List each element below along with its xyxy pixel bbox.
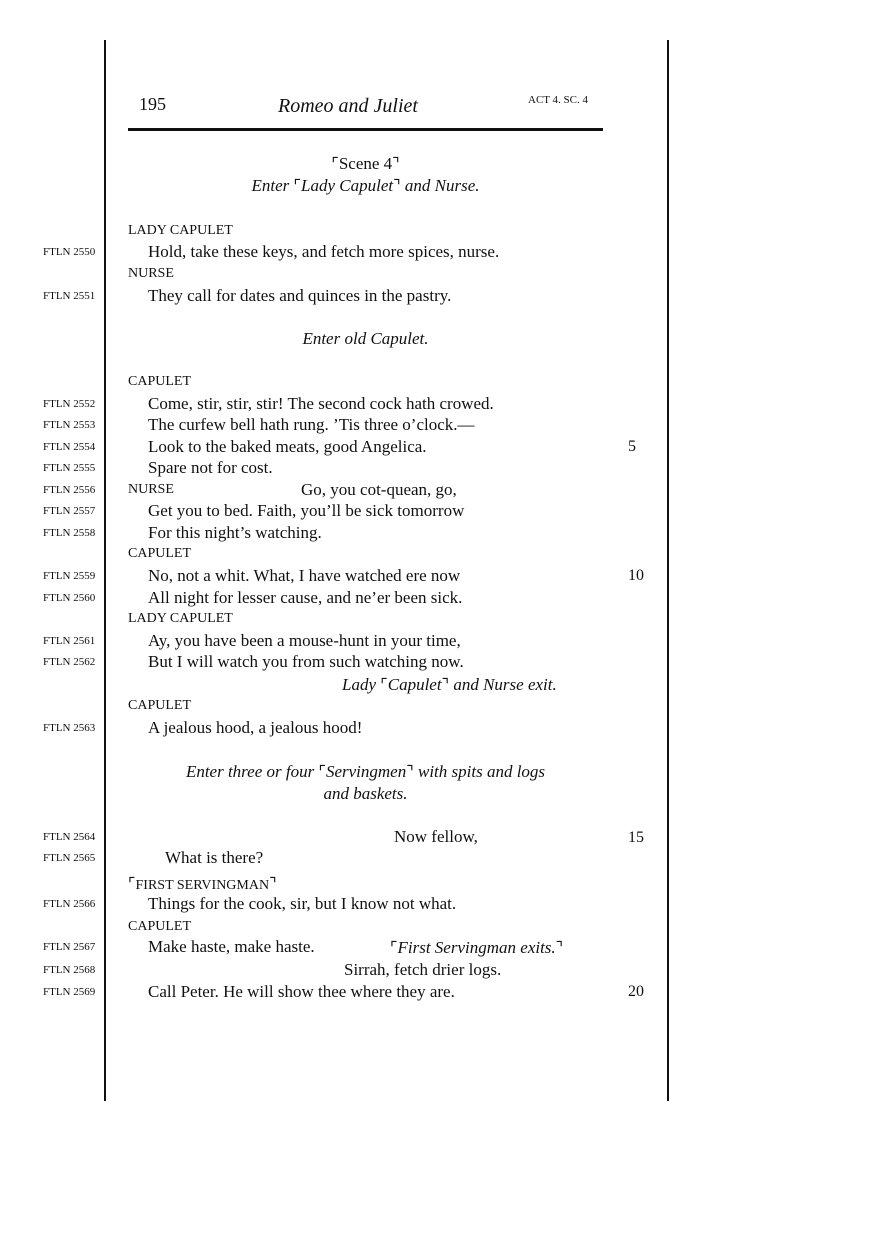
ftln-label: FTLN 2556 — [43, 484, 96, 496]
stage-direction-entrance: Enter three or four ⌜Servingmen⌝ with spits and logs — [185, 762, 546, 781]
speaker-label: CAPULET — [128, 546, 191, 561]
ftln-label: FTLN 2560 — [43, 592, 96, 604]
ftln-label: FTLN 2551 — [43, 290, 96, 302]
stage-direction-entrance: and baskets. — [323, 784, 408, 803]
speaker-label: LADY CAPULET — [128, 223, 233, 238]
act-scene-label: ACT 4. SC. 4 — [528, 94, 589, 106]
dialogue-line: A jealous hood, a jealous hood! — [148, 718, 363, 737]
ftln-label: FTLN 2552 — [43, 398, 96, 410]
left-margin-rule — [104, 40, 106, 1101]
dialogue-line: But I will watch you from such watching now. — [148, 652, 464, 671]
dialogue-line: Come, stir, stir, stir! The second cock hath crowed. — [148, 394, 494, 413]
right-margin-rule — [667, 40, 669, 1101]
dialogue-line: All night for lesser cause, and ne’er been sick. — [148, 588, 463, 607]
line-number: 5 — [628, 438, 636, 455]
stage-direction: Enter old Capulet. — [302, 329, 429, 348]
stage-direction-exit: ⌜First Servingman exits.⌝ — [390, 938, 564, 957]
ftln-label: FTLN 2569 — [43, 986, 96, 998]
page-number: 195 — [139, 94, 166, 114]
dialogue-line: Go, you cot-quean, go, — [301, 480, 457, 499]
dialogue-line: Look to the baked meats, good Angelica. — [148, 437, 427, 456]
speaker-label: LADY CAPULET — [128, 611, 233, 626]
line-number: 10 — [628, 567, 644, 584]
speaker-label: NURSE — [128, 482, 174, 497]
ftln-label: FTLN 2567 — [43, 941, 96, 953]
dialogue-line: No, not a whit. What, I have watched ere now — [148, 566, 461, 585]
speaker-label: ⌜FIRST SERVINGMAN⌝ — [128, 876, 277, 893]
ftln-label: FTLN 2565 — [43, 852, 96, 864]
ftln-label: FTLN 2568 — [43, 964, 96, 976]
dialogue-line: Sirrah, fetch drier logs. — [344, 960, 502, 979]
dialogue-line: Call Peter. He will show thee where they are. — [148, 982, 455, 1001]
ftln-label: FTLN 2554 — [43, 441, 96, 453]
scene-heading: ⌜Scene 4⌝ — [331, 154, 400, 173]
dialogue-line: For this night’s watching. — [148, 523, 322, 542]
ftln-label: FTLN 2558 — [43, 527, 96, 539]
line-number: 15 — [628, 829, 644, 846]
ftln-label: FTLN 2555 — [43, 462, 96, 474]
speaker-label: CAPULET — [128, 698, 191, 713]
stage-direction-exit: Lady ⌜Capulet⌝ and Nurse exit. — [342, 675, 557, 694]
dialogue-line: Now fellow, — [394, 827, 478, 846]
speaker-label: CAPULET — [128, 919, 191, 934]
speaker-label: CAPULET — [128, 374, 191, 389]
speaker-label: NURSE — [128, 266, 174, 281]
ftln-label: FTLN 2564 — [43, 831, 96, 843]
ftln-label: FTLN 2566 — [43, 898, 96, 910]
dialogue-line: Spare not for cost. — [148, 458, 273, 477]
dialogue-line: Get you to bed. Faith, you’ll be sick tomorrow — [148, 501, 465, 520]
dialogue-line: Things for the cook, sir, but I know not what. — [148, 894, 457, 913]
dialogue-line: Hold, take these keys, and fetch more spices, nurse. — [148, 242, 500, 261]
play-title: Romeo and Juliet — [278, 95, 418, 117]
dialogue-line: Make haste, make haste. — [148, 937, 315, 956]
header-rule — [128, 128, 603, 131]
dialogue-line: The curfew bell hath rung. ’Tis three o’clock.— — [148, 415, 475, 434]
dialogue-line: Ay, you have been a mouse-hunt in your time, — [148, 631, 461, 650]
dialogue-line: What is there? — [165, 848, 264, 867]
ftln-label: FTLN 2557 — [43, 505, 96, 517]
ftln-label: FTLN 2553 — [43, 419, 96, 431]
ftln-label: FTLN 2563 — [43, 722, 96, 734]
dialogue-line: They call for dates and quinces in the pastry. — [148, 286, 452, 305]
stage-direction-entrance: Enter ⌜Lady Capulet⌝ and Nurse. — [251, 176, 480, 195]
ftln-label: FTLN 2561 — [43, 635, 96, 647]
ftln-label: FTLN 2559 — [43, 570, 96, 582]
ftln-label: FTLN 2562 — [43, 656, 96, 668]
line-number: 20 — [628, 983, 644, 1000]
ftln-label: FTLN 2550 — [43, 246, 96, 258]
